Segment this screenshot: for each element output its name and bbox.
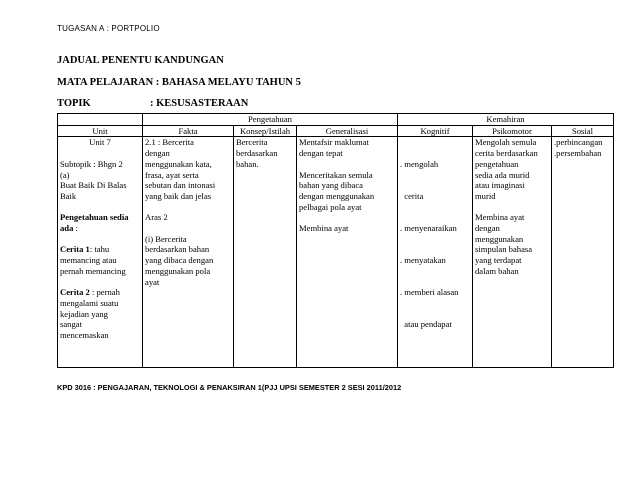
- psikomotor-line: yang terdapat: [475, 255, 522, 266]
- cerita-1-label: Cerita 1: [60, 244, 90, 255]
- psikomotor-line: Mengolah semula: [475, 137, 537, 148]
- psikomotor-line: sedia ada murid: [475, 169, 530, 180]
- psikomotor-line: dengan: [475, 223, 500, 234]
- column-header-unit: Unit: [58, 125, 143, 137]
- kognitif-line: . mengolah: [400, 158, 439, 169]
- unit-line: mengalami suatu: [60, 297, 119, 308]
- unit-line: memancing atau: [60, 255, 117, 266]
- generalisasi-line: Mentafsir maklumat: [299, 137, 369, 148]
- fakta-line: yang dibaca dengan: [145, 255, 214, 266]
- cell-psikomotor: [473, 137, 552, 368]
- konsep-line: Bercerita: [236, 137, 268, 148]
- topic-label: TOPIK: [57, 98, 91, 109]
- unit-line: mencemaskan: [60, 330, 109, 340]
- unit-line: ada: [60, 223, 74, 233]
- fakta-line: sebutan dan intonasi: [145, 180, 216, 191]
- content-table: [57, 113, 614, 368]
- unit-line: : tahu: [89, 244, 110, 255]
- topic-value: : KESUSASTERAAN: [150, 98, 249, 109]
- column-header-psikomotor: Psikomotor: [473, 125, 552, 137]
- fakta-line: frasa, ayat serta: [145, 169, 199, 180]
- document-footer: KPD 3016 : PENGAJARAN, TEKNOLOGI & PENAKSIRAN 1(PJJ UPSI SEMESTER 2 SESI 2011/2012: [57, 383, 402, 392]
- generalisasi-line: dengan menggunakan: [299, 190, 375, 201]
- column-header-sosial: Sosial: [552, 125, 614, 137]
- psikomotor-line: murid: [475, 190, 496, 201]
- generalisasi-line: Membina ayat: [299, 223, 349, 233]
- unit-line: :: [73, 223, 78, 233]
- unit-line: (a): [60, 169, 70, 180]
- psikomotor-line: simpulan bahasa: [475, 244, 533, 255]
- fakta-line: yang baik dan jelas: [145, 190, 212, 201]
- cell-fakta: [143, 137, 234, 368]
- psikomotor-line: Membina ayat: [475, 212, 525, 223]
- unit-line: : pernah: [89, 287, 120, 298]
- document-header-label: TUGASAN A : PORTPOLIO: [57, 24, 160, 33]
- fakta-aras: Aras 2: [145, 212, 168, 223]
- unit-line: pernah memancing: [60, 265, 126, 276]
- sosial-line: .perbincangan: [554, 137, 603, 148]
- unit-line: sangat: [60, 319, 82, 330]
- header-blank-cell: [58, 114, 143, 126]
- subject-heading: MATA PELAJARAN : BAHASA MELAYU TAHUN 5: [57, 77, 301, 88]
- column-header-fakta: Fakta: [143, 125, 234, 137]
- konsep-line: berdasarkan: [236, 148, 278, 159]
- unit-line: Subtopik : Bhgn 2: [60, 158, 123, 169]
- generalisasi-line: bahan yang dibaca: [299, 180, 363, 191]
- unit-line: Baik: [60, 190, 77, 201]
- column-header-konsep: Konsep/Istilah: [234, 125, 297, 137]
- group-header-kemahiran: Kemahiran: [398, 114, 614, 126]
- psikomotor-line: cerita berdasarkan: [475, 148, 538, 159]
- kognitif-line: . memberi alasan: [400, 287, 459, 298]
- psikomotor-line: pengetahuan: [475, 158, 519, 169]
- cell-sosial: [552, 137, 614, 368]
- fakta-line: ayat: [145, 276, 160, 287]
- document-title: JADUAL PENENTU KANDUNGAN: [57, 55, 224, 66]
- psikomotor-line: atau imaginasi: [475, 180, 525, 191]
- generalisasi-line: pelbagai pola ayat: [299, 201, 362, 212]
- cell-konsep: [234, 137, 297, 368]
- sosial-line: .persembahan: [554, 148, 602, 159]
- fakta-line: 2.1 : Bercerita: [145, 137, 194, 148]
- psikomotor-line: menggunakan: [475, 233, 524, 244]
- cell-unit: [58, 137, 143, 368]
- fakta-line: (i) Bercerita: [145, 233, 187, 244]
- generalisasi-line: dengan tepat: [299, 148, 343, 159]
- fakta-line: menggunakan kata,: [145, 158, 212, 169]
- fakta-line: dengan: [145, 148, 170, 159]
- column-header-generalisasi: Generalisasi: [297, 125, 398, 137]
- generalisasi-line: Menceritakan semula: [299, 169, 373, 180]
- unit-line: Buat Baik Di Balas: [60, 180, 127, 191]
- kognitif-line: atau pendapat: [400, 319, 452, 330]
- konsep-line: bahan.: [236, 158, 259, 169]
- column-header-kognitif: Kognitif: [398, 125, 473, 137]
- kognitif-line: . menyatakan: [400, 255, 446, 266]
- cell-generalisasi: [297, 137, 398, 368]
- fakta-line: berdasarkan bahan: [145, 244, 210, 255]
- cell-kognitif: [398, 137, 473, 368]
- psikomotor-line: dalam bahan: [475, 265, 519, 276]
- kognitif-line: . menyenaraikan: [400, 223, 457, 234]
- unit-title: Unit 7: [89, 137, 111, 148]
- fakta-line: menggunakan pola: [145, 265, 211, 276]
- kognitif-line: cerita: [400, 190, 424, 201]
- unit-line: kejadian yang: [60, 308, 108, 319]
- group-header-pengetahuan: Pengetahuan: [143, 114, 398, 126]
- unit-line: Pengetahuan sedia: [60, 212, 129, 223]
- cerita-2-label: Cerita 2: [60, 287, 90, 298]
